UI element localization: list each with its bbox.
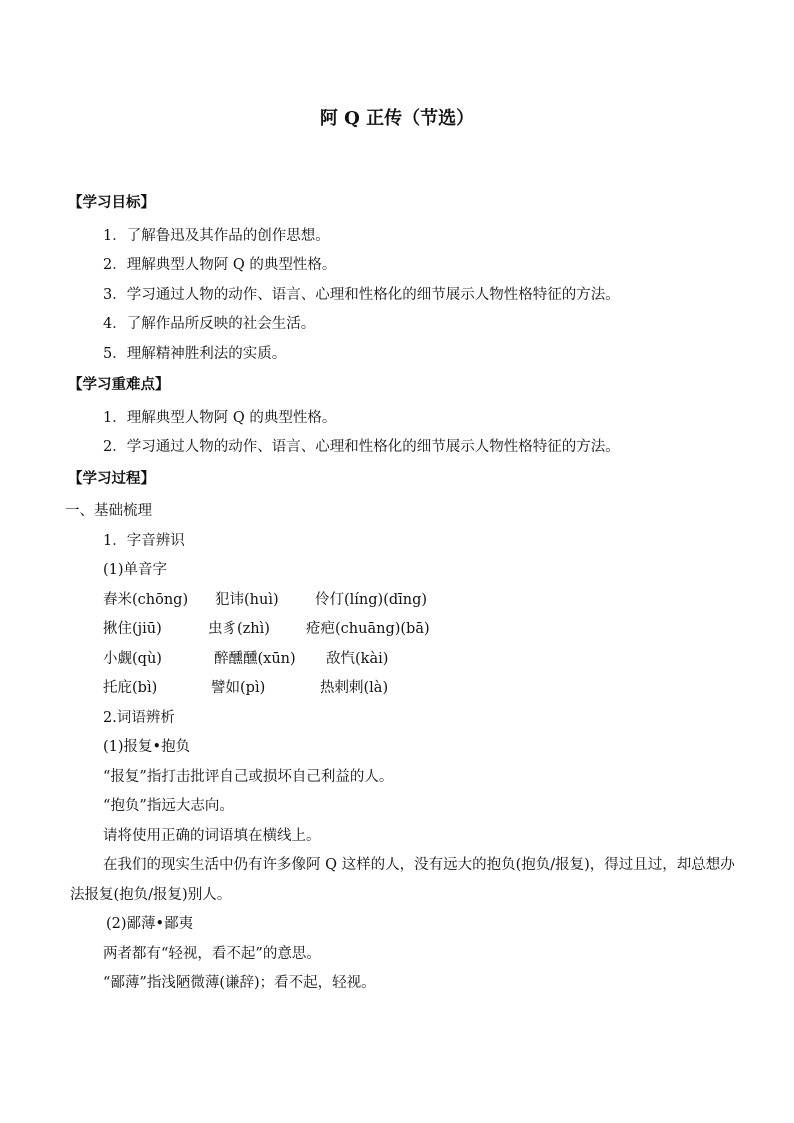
instruction-line: 请将使用正确的词语填在横线上。: [103, 827, 321, 844]
pinyin-row: [70, 615, 754, 645]
pinyin-entry: 犯讳(huì): [215, 591, 279, 608]
key-point-item: 1．理解典型人物阿 Q 的典型性格。: [103, 409, 337, 426]
pinyin-entry: 虫豸(zhì): [208, 621, 270, 637]
pinyin-entry: 舂米(chōng): [103, 591, 189, 608]
key-point-item: 2．学习通过人物的动作、语言、心理和性格化的细节展示人物性格特征的方法。: [103, 439, 620, 455]
example-paragraph: 在我们的现实生活中仍有许多像阿 Q 这样的人，没有远大的抱负(抱负/报复)，得过且过，却总想办法报复(抱负/报复)别人。: [70, 857, 735, 903]
goal-item: 5．理解精神胜利法的实质。: [103, 345, 287, 362]
pinyin-row: [70, 645, 754, 675]
pinyin-entry: 敌忾(kài): [326, 650, 389, 667]
goals-heading: 【学习目标】: [68, 194, 155, 211]
subsection-heading: (1)报复•抱负: [103, 739, 191, 755]
definition-line: “鄙薄”指浅陋微薄(谦辞)；看不起，轻视。: [103, 975, 376, 991]
pinyin-entry: 伶仃(líng)(dīng): [315, 591, 428, 608]
key-points-heading: 【学习重难点】: [68, 376, 170, 393]
pinyin-entry: 托庇(bì): [103, 680, 158, 696]
section-heading: 一、基础梳理: [65, 503, 152, 519]
goal-item: 1．了解鲁迅及其作品的创作思想。: [103, 227, 330, 244]
pinyin-entry: 小觑(qù): [103, 650, 162, 667]
subsection-heading: (2)鄙薄•鄙夷: [106, 916, 194, 932]
goal-item: 3．学习通过人物的动作、语言、心理和性格化的细节展示人物性格特征的方法。: [103, 286, 620, 303]
document-title: 阿 Q 正传（节选）: [319, 108, 475, 129]
subsection-heading: (1)单音字: [103, 562, 168, 578]
document-body: [65, 188, 754, 999]
subsection-heading: 1．字音辨识: [103, 532, 185, 549]
pinyin-row: [70, 586, 754, 616]
pinyin-entry: 譬如(pì): [211, 680, 266, 696]
goal-item: 2．理解典型人物阿 Q 的典型性格。: [103, 257, 337, 273]
pinyin-entry: 醉醺醺(xūn): [214, 650, 296, 667]
process-heading: 【学习过程】: [68, 469, 155, 487]
pinyin-entry: 疮疤(chuāng)(bā): [306, 621, 430, 637]
definition-line: 两者都有“轻视，看不起”的意思。: [103, 945, 321, 962]
pinyin-row: [70, 674, 754, 704]
definition-line: “报复”指打击批评自己或损坏自己利益的人。: [103, 768, 394, 785]
pinyin-entry: 热剌剌(là): [320, 680, 389, 696]
pinyin-entry: 揪住(jiū): [103, 621, 162, 637]
definition-line: “抱负”指远大志向。: [103, 798, 234, 814]
subsection-heading: 2.词语辨析: [103, 709, 175, 726]
goal-item: 4．了解作品所反映的社会生活。: [103, 316, 316, 332]
